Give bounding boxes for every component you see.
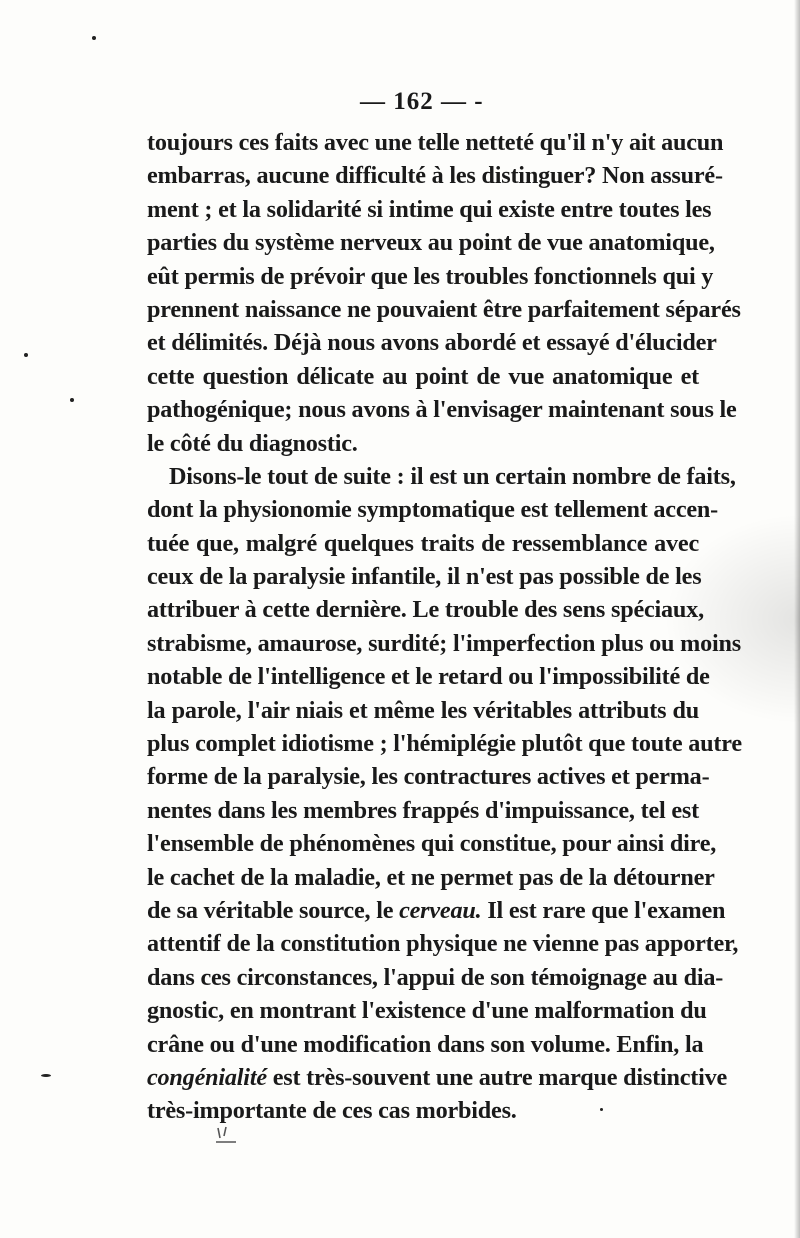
text-line — [147, 760, 710, 793]
italic-text: cerveau. — [399, 896, 482, 924]
text-run: notable de l'intelligence et le retard ou l'impossibilité de — [147, 663, 710, 691]
text-run: dans ces circonstances, l'appui de son témoignage au dia- — [147, 963, 724, 991]
body-text — [147, 126, 742, 1128]
text-line — [147, 1061, 728, 1094]
text-line — [147, 994, 707, 1027]
text-run: le côté du diagnostic. — [147, 429, 358, 457]
text-run: strabisme, amaurose, surdité; l'imperfection plus ou moins — [147, 629, 741, 657]
text-run: ceux de la paralysie infantile, il n'est pas possible de les — [147, 563, 702, 591]
page-edge-shadow — [794, 0, 800, 1238]
text-line — [147, 593, 704, 626]
text-line — [147, 326, 717, 359]
text-line — [147, 861, 715, 894]
text-run: très-importante de ces cas morbides. — [147, 1097, 517, 1125]
text-run: attentif de la constitution physique ne vienne pas apporter, — [147, 930, 739, 958]
text-line — [147, 527, 699, 560]
text-run: embarras, aucune difficulté à les distinguer? Non assuré- — [147, 162, 723, 190]
text-run: plus complet idiotisme ; l'hémiplégie plutôt que toute autre — [147, 730, 742, 758]
text-run: est très-souvent une autre marque distinctive — [266, 1063, 728, 1091]
text-line — [147, 694, 699, 727]
text-line — [147, 827, 717, 860]
text-run: cette question délicate au point de vue anatomique et — [147, 362, 699, 390]
text-line — [147, 660, 710, 693]
text-line — [147, 293, 741, 326]
text-line — [147, 894, 726, 927]
text-line — [147, 927, 739, 960]
italic-text: congénialité — [147, 1063, 267, 1091]
text-line — [147, 393, 737, 426]
text-run: ment ; et la solidarité si intime qui existe entre toutes les — [147, 195, 712, 223]
page-number: — 162 — - — [360, 88, 484, 115]
text-line — [147, 493, 718, 526]
text-run: de sa véritable source, le — [147, 896, 400, 924]
text-line — [147, 260, 714, 293]
text-line — [147, 794, 699, 827]
text-line — [147, 460, 736, 493]
text-run: prennent naissance ne pouvaient être parfaitement séparés — [147, 295, 741, 323]
text-line — [147, 627, 741, 660]
ink-speck — [24, 353, 28, 357]
text-line — [147, 427, 699, 460]
text-line — [147, 560, 702, 593]
text-line — [147, 159, 723, 192]
text-run: eût permis de prévoir que les troubles fonctionnels qui y — [147, 262, 714, 290]
text-run: tuée que, malgré quelques traits de ressemblance avec — [147, 529, 699, 557]
text-run: l'ensemble de phénomènes qui constitue, pour ainsi dire, — [147, 830, 717, 858]
text-line — [147, 193, 712, 226]
text-run: Disons-le tout de suite : il est un certain nombre de faits, — [169, 462, 736, 490]
text-run: dont la physionomie symptomatique est tellement accen- — [147, 496, 718, 524]
text-run: toujours ces faits avec une telle netteté qu'il n'y ait aucun — [147, 129, 724, 156]
text-run: gnostic, en montrant l'existence d'une malformation du — [147, 997, 707, 1025]
text-line — [147, 1094, 699, 1127]
text-line — [147, 1028, 704, 1061]
text-run: parties du système nerveux au point de vue anatomique, — [147, 229, 715, 257]
printer-mark — [212, 1124, 242, 1146]
text-run: crâne ou d'une modification dans son volume. Enfin, la — [147, 1030, 704, 1058]
text-line — [147, 226, 715, 259]
text-run: et délimités. Déjà nous avons abordé et essayé d'élucider — [147, 329, 717, 357]
text-run: nentes dans les membres frappés d'impuissance, tel est — [147, 796, 699, 824]
text-run: forme de la paralysie, les contractures actives et perma- — [147, 763, 710, 791]
text-line — [147, 727, 742, 760]
ink-speck — [70, 398, 74, 402]
ink-speck — [41, 1074, 51, 1077]
text-line — [147, 961, 724, 994]
text-run: pathogénique; nous avons à l'envisager maintenant sous le — [147, 396, 737, 424]
text-run: attribuer à cette dernière. Le trouble des sens spéciaux, — [147, 596, 704, 624]
ink-speck — [600, 1108, 603, 1111]
text-line — [147, 360, 699, 393]
text-line — [147, 126, 724, 159]
text-run: la parole, l'air niais et même les véritables attributs du — [147, 696, 699, 724]
text-run: Il est rare que l'examen — [481, 896, 726, 924]
text-run: le cachet de la maladie, et ne permet pas de la détourner — [147, 863, 715, 891]
ink-speck — [92, 36, 96, 40]
